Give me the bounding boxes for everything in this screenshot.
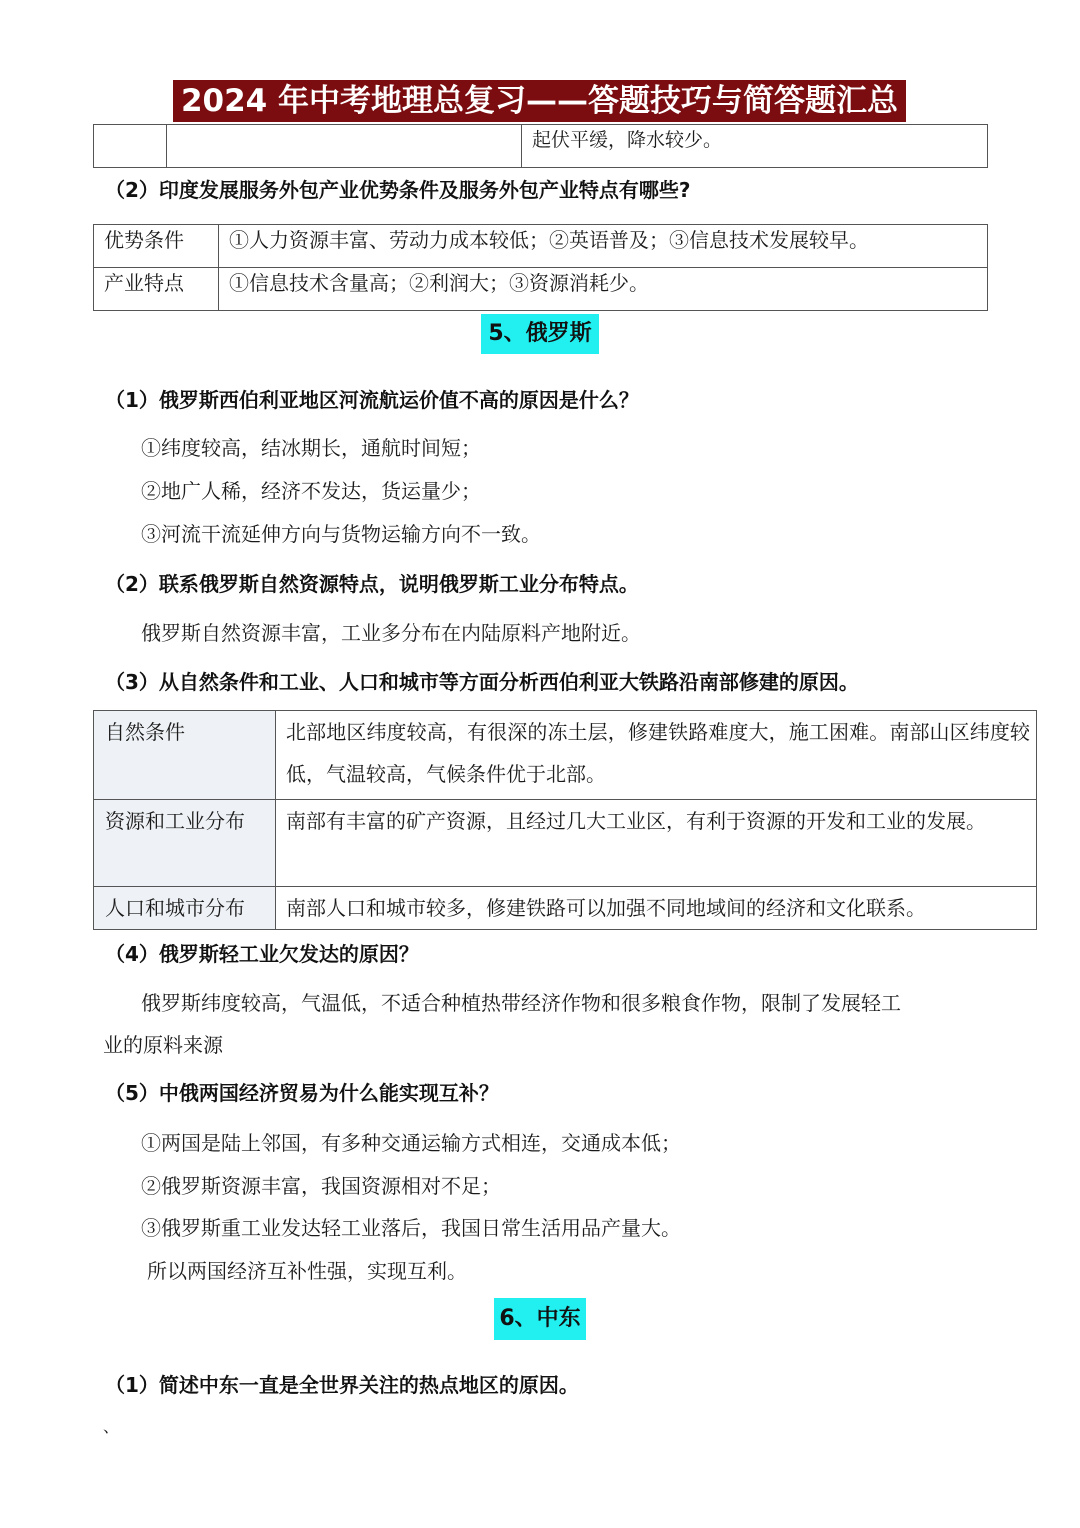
section-heading-middle-east: 6、中东 <box>494 1298 586 1340</box>
answer-paragraph: 俄罗斯自然资源丰富，工业多分布在内陆原料产地附近。 <box>141 621 641 645</box>
answer-line: ②俄罗斯资源丰富，我国资源相对不足； <box>141 1174 501 1198</box>
table-row <box>94 800 1037 887</box>
table-cell <box>94 125 167 168</box>
question-russia-4: （4）俄罗斯轻工业欠发达的原因？ <box>105 942 419 966</box>
answer-line: 业的原料来源 <box>103 1033 223 1057</box>
stray-mark: 、 <box>103 1417 120 1436</box>
table-row <box>94 225 988 268</box>
answer-line: ②地广人稀，经济不发达，货运量少； <box>141 479 481 503</box>
table-row <box>94 711 1037 800</box>
row-value: ①人力资源丰富、劳动力成本较低；②英语普及；③信息技术发展较早。 <box>219 225 988 268</box>
answer-line: ①纬度较高，结冰期长，通航时间短； <box>141 436 481 460</box>
question-russia-2: （2）联系俄罗斯自然资源特点，说明俄罗斯工业分布特点。 <box>105 572 639 596</box>
india-table <box>93 224 988 311</box>
page-title: 2024 年中考地理总复习——答题技巧与简答题汇总 <box>173 80 906 122</box>
answer-conclusion: 所以两国经济互补性强，实现互利。 <box>147 1259 467 1283</box>
question-india-2: （2）印度发展服务外包产业优势条件及服务外包产业特点有哪些? <box>105 178 691 202</box>
table-row <box>94 125 988 168</box>
row-value: ①信息技术含量高；②利润大；③资源消耗少。 <box>219 268 988 311</box>
question-russia-3: （3）从自然条件和工业、人口和城市等方面分析西伯利亚大铁路沿南部修建的原因。 <box>105 670 859 694</box>
answer-line: ③河流干流延伸方向与货物运输方向不一致。 <box>141 522 541 546</box>
row-label: 优势条件 <box>94 225 219 268</box>
table-row <box>94 887 1037 930</box>
row-label: 资源和工业分布 <box>94 800 276 887</box>
row-label: 自然条件 <box>94 711 276 800</box>
question-russia-1: （1）俄罗斯西伯利亚地区河流航运价值不高的原因是什么？ <box>105 388 639 412</box>
row-value: 南部人口和城市较多，修建铁路可以加强不同地域间的经济和文化联系。 <box>276 887 1037 930</box>
question-russia-5: （5）中俄两国经济贸易为什么能实现互补？ <box>105 1081 499 1105</box>
top-table <box>93 124 988 168</box>
answer-line: ③俄罗斯重工业发达轻工业落后，我国日常生活用品产量大。 <box>141 1216 681 1240</box>
answer-line: ①两国是陆上邻国，有多种交通运输方式相连，交通成本低； <box>141 1131 681 1155</box>
table-cell <box>167 125 522 168</box>
section-heading-russia: 5、俄罗斯 <box>481 314 599 354</box>
answer-line: 俄罗斯纬度较高，气温低，不适合种植热带经济作物和很多粮食作物，限制了发展轻工 <box>141 991 901 1015</box>
table-row <box>94 268 988 311</box>
row-value: 北部地区纬度较高，有很深的冻土层，修建铁路难度大，施工困难。南部山区纬度较低，气温较高，气候条件优于北部。 <box>276 711 1037 800</box>
row-label: 人口和城市分布 <box>94 887 276 930</box>
table-cell: 起伏平缓，降水较少。 <box>522 125 988 168</box>
railway-table <box>93 710 1037 930</box>
question-middle-east-1: （1）简述中东一直是全世界关注的热点地区的原因。 <box>105 1373 579 1397</box>
row-label: 产业特点 <box>94 268 219 311</box>
row-value: 南部有丰富的矿产资源，且经过几大工业区，有利于资源的开发和工业的发展。 <box>276 800 1037 887</box>
